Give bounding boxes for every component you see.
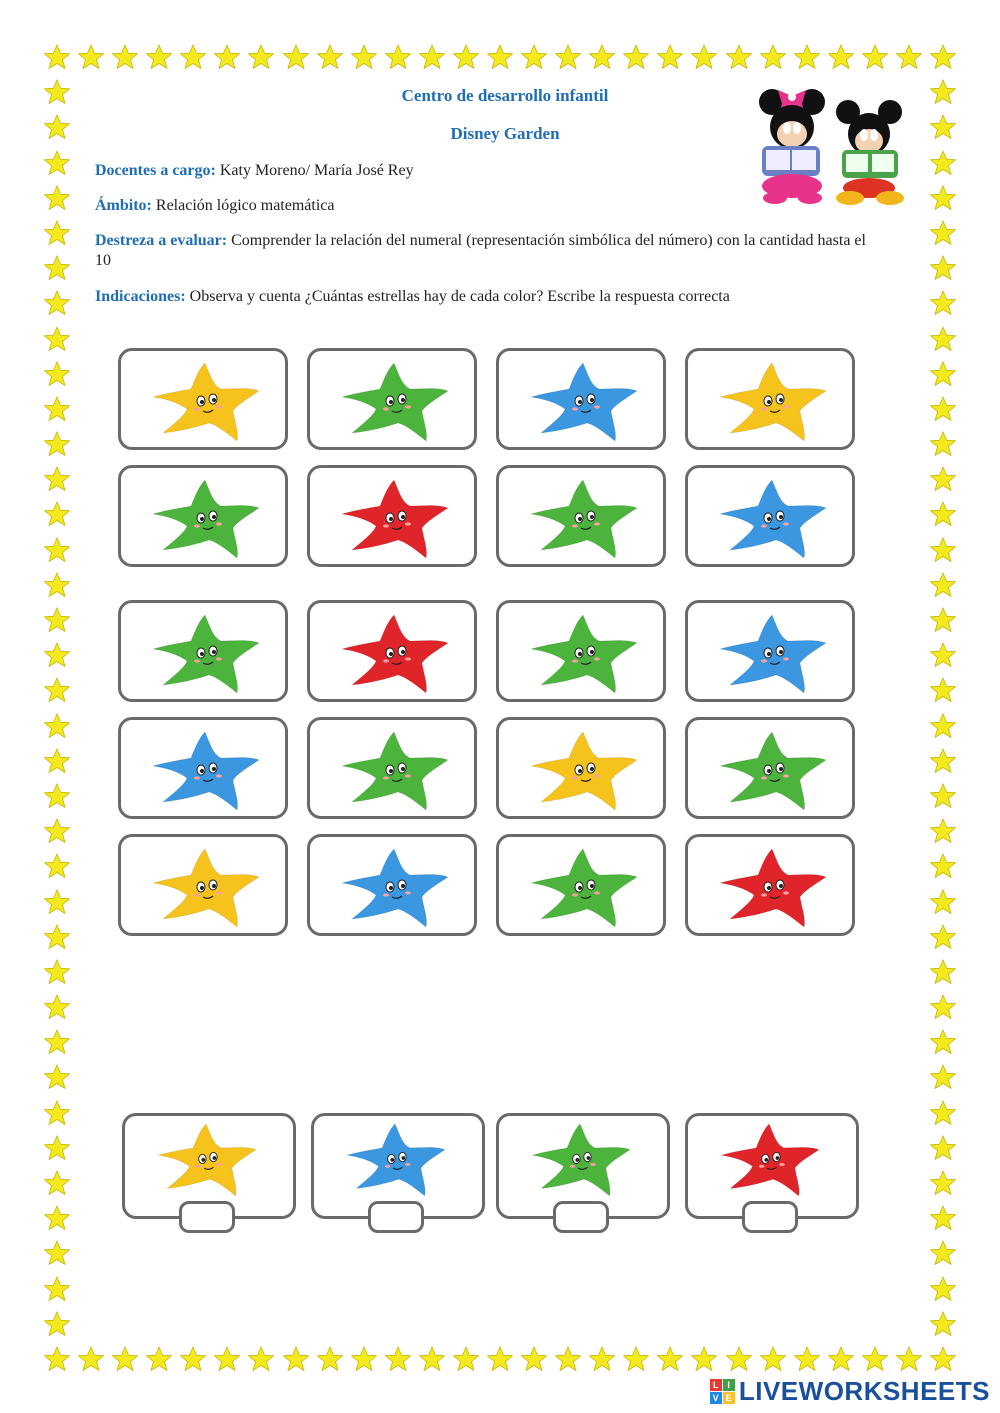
border-star-icon	[657, 1346, 683, 1372]
blue-star-icon	[519, 355, 649, 445]
star-card	[496, 465, 666, 567]
yellow-star-icon	[708, 355, 838, 445]
border-star-icon	[44, 713, 70, 739]
star-card	[118, 348, 288, 450]
star-card	[685, 465, 855, 567]
star-card	[307, 600, 477, 702]
border-star-icon	[930, 150, 956, 176]
border-star-icon	[44, 853, 70, 879]
border-star-icon	[487, 1346, 513, 1372]
destreza-line	[95, 231, 875, 271]
border-star-icon	[214, 1346, 240, 1372]
star-card	[685, 717, 855, 819]
border-star-icon	[726, 1346, 752, 1372]
border-star-icon	[44, 150, 70, 176]
green-star-icon	[141, 607, 271, 697]
liveworksheets-brand: LIVEWORKSHEETS	[738, 1376, 990, 1406]
star-card	[685, 834, 855, 936]
border-star-icon	[691, 1346, 717, 1372]
border-star-icon	[146, 44, 172, 70]
border-star-icon	[44, 783, 70, 809]
blue-star-icon	[708, 472, 838, 562]
border-star-icon	[44, 1276, 70, 1302]
border-star-icon	[419, 1346, 445, 1372]
red-star-icon	[330, 472, 460, 562]
red-star-icon	[330, 607, 460, 697]
border-star-icon	[44, 255, 70, 281]
green-star-icon	[330, 724, 460, 814]
mark-letter: L	[710, 1379, 722, 1391]
docentes-label: Docentes a cargo:	[95, 162, 216, 179]
border-star-icon	[862, 1346, 888, 1372]
green-star-icon	[519, 841, 649, 931]
border-star-icon	[44, 889, 70, 915]
border-star-icon	[112, 1346, 138, 1372]
ambito-label: Ámbito:	[95, 197, 152, 214]
destreza-value: Comprender la relación del numeral (representación simbólica del número) con la cantidad hasta el 10	[95, 232, 866, 269]
border-star-icon	[44, 326, 70, 352]
mark-letter: I	[723, 1379, 735, 1391]
border-star-icon	[930, 1029, 956, 1055]
blue-star-icon	[141, 724, 271, 814]
answer-box-red[interactable]	[742, 1201, 798, 1233]
star-card	[307, 717, 477, 819]
border-star-icon	[794, 1346, 820, 1372]
border-star-icon	[930, 783, 956, 809]
border-star-icon	[44, 1100, 70, 1126]
count-input-blue[interactable]	[371, 1204, 425, 1232]
liveworksheets-logo	[710, 1376, 990, 1407]
border-star-icon	[930, 501, 956, 527]
border-star-icon	[44, 1311, 70, 1337]
count-input-red[interactable]	[745, 1204, 799, 1232]
border-star-icon	[930, 853, 956, 879]
yellow-star-icon	[147, 1116, 267, 1200]
answer-box-yellow[interactable]	[179, 1201, 235, 1233]
blue-star-icon	[330, 841, 460, 931]
border-star-icon	[930, 818, 956, 844]
mark-letter: E	[723, 1392, 735, 1404]
border-star-icon	[283, 1346, 309, 1372]
border-star-icon	[44, 431, 70, 457]
border-star-icon	[44, 1346, 70, 1372]
border-star-icon	[930, 466, 956, 492]
star-card	[118, 465, 288, 567]
border-star-icon	[44, 572, 70, 598]
border-star-icon	[930, 994, 956, 1020]
star-card	[307, 834, 477, 936]
border-star-icon	[44, 1029, 70, 1055]
border-star-icon	[930, 185, 956, 211]
border-star-icon	[555, 1346, 581, 1372]
border-star-icon	[930, 889, 956, 915]
border-star-icon	[317, 1346, 343, 1372]
yellow-star-icon	[141, 355, 271, 445]
border-star-icon	[351, 44, 377, 70]
border-star-icon	[930, 924, 956, 950]
red-star-icon	[710, 1116, 830, 1200]
border-star-icon	[930, 1064, 956, 1090]
border-star-icon	[146, 1346, 172, 1372]
docentes-value: Katy Moreno/ María José Rey	[215, 162, 414, 179]
border-star-icon	[657, 44, 683, 70]
border-star-icon	[44, 677, 70, 703]
border-star-icon	[930, 1240, 956, 1266]
border-star-icon	[930, 959, 956, 985]
border-star-icon	[317, 44, 343, 70]
border-star-icon	[283, 44, 309, 70]
border-star-icon	[214, 44, 240, 70]
border-star-icon	[930, 1346, 956, 1372]
star-card	[496, 348, 666, 450]
border-star-icon	[180, 1346, 206, 1372]
border-star-icon	[760, 1346, 786, 1372]
border-star-icon	[44, 748, 70, 774]
ambito-value: Relación lógico matemática	[151, 197, 335, 214]
border-star-icon	[828, 1346, 854, 1372]
border-star-icon	[44, 466, 70, 492]
border-star-icon	[419, 44, 445, 70]
border-star-icon	[78, 44, 104, 70]
border-star-icon	[930, 713, 956, 739]
green-star-icon	[330, 355, 460, 445]
liveworksheets-mark-icon	[710, 1379, 735, 1404]
star-card	[118, 600, 288, 702]
star-card	[307, 348, 477, 450]
border-star-icon	[930, 361, 956, 387]
green-star-icon	[519, 607, 649, 697]
answer-box-green[interactable]	[553, 1201, 609, 1233]
border-star-icon	[930, 1205, 956, 1231]
docentes-line	[95, 161, 414, 181]
border-star-icon	[385, 1346, 411, 1372]
border-star-icon	[44, 1064, 70, 1090]
border-star-icon	[589, 1346, 615, 1372]
border-star-icon	[930, 677, 956, 703]
border-star-icon	[521, 44, 547, 70]
answer-box-blue[interactable]	[368, 1201, 424, 1233]
indicaciones-label: Indicaciones:	[95, 288, 186, 305]
border-star-icon	[248, 44, 274, 70]
border-star-icon	[623, 1346, 649, 1372]
border-star-icon	[44, 1240, 70, 1266]
border-star-icon	[44, 1170, 70, 1196]
border-star-icon	[44, 607, 70, 633]
border-star-icon	[112, 44, 138, 70]
border-star-icon	[44, 959, 70, 985]
border-star-icon	[351, 1346, 377, 1372]
green-star-icon	[708, 724, 838, 814]
border-star-icon	[930, 607, 956, 633]
red-star-icon	[708, 841, 838, 931]
green-star-icon	[521, 1116, 641, 1200]
star-card	[496, 717, 666, 819]
indicaciones-value: Observa y cuenta ¿Cuántas estrellas hay de cada color? Escribe la respuesta correcta	[185, 288, 730, 305]
border-star-icon	[691, 44, 717, 70]
border-star-icon	[487, 44, 513, 70]
border-star-icon	[726, 44, 752, 70]
star-card	[307, 465, 477, 567]
border-star-icon	[44, 185, 70, 211]
border-star-icon	[453, 44, 479, 70]
border-star-icon	[453, 1346, 479, 1372]
border-star-icon	[930, 537, 956, 563]
star-card	[118, 717, 288, 819]
border-star-icon	[930, 220, 956, 246]
count-input-green[interactable]	[556, 1204, 610, 1232]
border-star-icon	[930, 255, 956, 281]
border-star-icon	[930, 642, 956, 668]
star-card	[685, 600, 855, 702]
border-star-icon	[180, 44, 206, 70]
blue-star-icon	[336, 1116, 456, 1200]
yellow-star-icon	[141, 841, 271, 931]
border-star-icon	[760, 44, 786, 70]
green-star-icon	[519, 472, 649, 562]
school-title: Centro de desarrollo infantil	[401, 86, 609, 105]
ambito-line	[95, 196, 334, 216]
border-star-icon	[44, 537, 70, 563]
border-star-icon	[828, 44, 854, 70]
border-star-icon	[896, 1346, 922, 1372]
border-star-icon	[78, 1346, 104, 1372]
yellow-star-icon	[519, 724, 649, 814]
border-star-icon	[794, 44, 820, 70]
border-star-icon	[930, 1311, 956, 1337]
border-star-icon	[930, 748, 956, 774]
border-star-icon	[44, 642, 70, 668]
border-star-icon	[930, 396, 956, 422]
mickey-minnie-illustration	[750, 82, 915, 207]
border-star-icon	[589, 44, 615, 70]
blue-star-icon	[708, 607, 838, 697]
border-star-icon	[930, 1135, 956, 1161]
mark-letter: V	[710, 1392, 722, 1404]
border-star-icon	[44, 44, 70, 70]
border-star-icon	[930, 290, 956, 316]
border-star-icon	[44, 220, 70, 246]
border-star-icon	[44, 1205, 70, 1231]
border-star-icon	[44, 924, 70, 950]
border-star-icon	[930, 1170, 956, 1196]
green-star-icon	[141, 472, 271, 562]
indicaciones-line	[95, 287, 730, 307]
count-input-yellow[interactable]	[182, 1204, 236, 1232]
border-star-icon	[385, 44, 411, 70]
border-star-icon	[521, 1346, 547, 1372]
destreza-label: Destreza a evaluar:	[95, 232, 228, 249]
border-star-icon	[623, 44, 649, 70]
star-card	[118, 834, 288, 936]
border-star-icon	[44, 1135, 70, 1161]
school-name: Disney Garden	[450, 124, 560, 143]
border-star-icon	[44, 361, 70, 387]
border-star-icon	[44, 994, 70, 1020]
border-star-icon	[930, 572, 956, 598]
border-star-icon	[930, 326, 956, 352]
border-star-icon	[248, 1346, 274, 1372]
border-star-icon	[44, 818, 70, 844]
border-star-icon	[44, 501, 70, 527]
border-star-icon	[896, 44, 922, 70]
border-star-icon	[930, 431, 956, 457]
star-card	[685, 348, 855, 450]
border-star-icon	[44, 290, 70, 316]
star-card	[496, 600, 666, 702]
border-star-icon	[862, 44, 888, 70]
border-star-icon	[44, 396, 70, 422]
star-card	[496, 834, 666, 936]
border-star-icon	[930, 44, 956, 70]
border-star-icon	[930, 1100, 956, 1126]
border-star-icon	[555, 44, 581, 70]
border-star-icon	[930, 1276, 956, 1302]
